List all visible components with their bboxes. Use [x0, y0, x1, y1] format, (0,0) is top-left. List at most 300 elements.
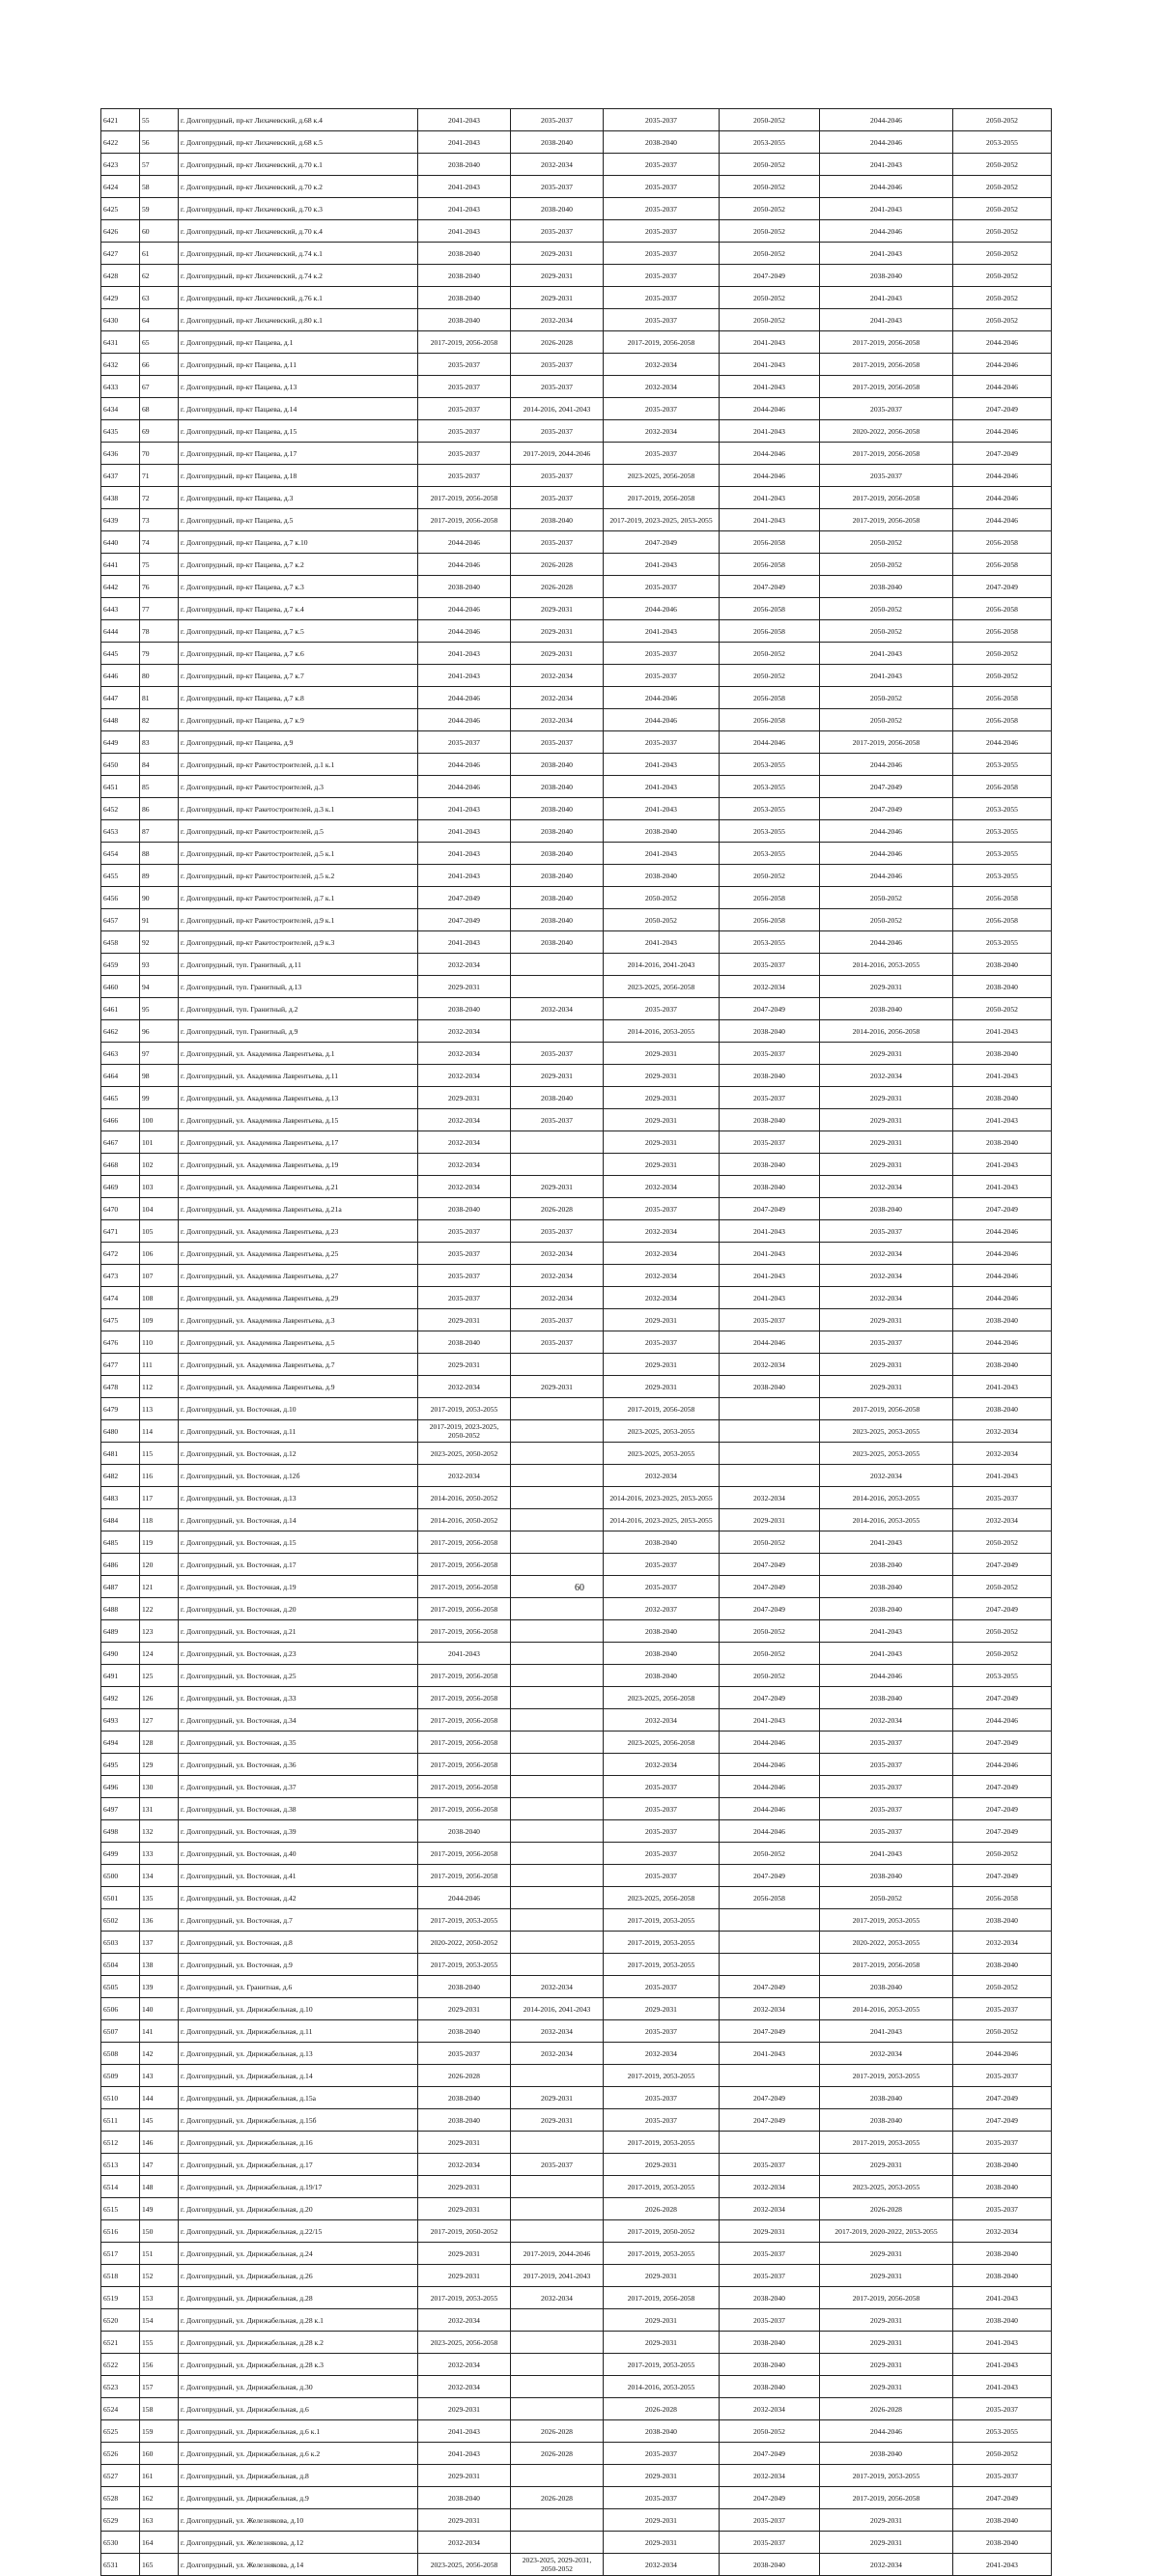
table-row: [101, 2020, 1052, 2043]
cell-period-2: [511, 1887, 604, 1909]
cell-period-1: 2041-2043: [418, 176, 511, 198]
cell-period-5: 2017-2019, 2053-2055: [820, 2065, 953, 2087]
cell-address: г. Долгопрудный, ул. Дирижабельная, д.8: [179, 2465, 418, 2487]
cell-address: г. Долгопрудный, пр-кт Пацаева, д.5: [179, 509, 418, 531]
table-row: [101, 1554, 1052, 1576]
cell-period-3: 2038-2040: [604, 865, 720, 887]
cell-period-3: 2035-2037: [604, 643, 720, 665]
table-row: [101, 1754, 1052, 1776]
cell-period-5: 2041-2043: [820, 1643, 953, 1665]
cell-period-2: [511, 1820, 604, 1843]
table-row: [101, 1865, 1052, 1887]
table-row: [101, 465, 1052, 487]
cell-period-2: 2038-2040: [511, 887, 604, 909]
cell-period-5: 2032-2034: [820, 1176, 953, 1198]
cell-period-6: 2038-2040: [953, 2532, 1052, 2554]
cell-period-6: 2047-2049: [953, 1865, 1052, 1887]
table-row: [101, 2132, 1052, 2154]
cell-address: г. Долгопрудный, пр-кт Ракетостроителей, д.3 к.1: [179, 798, 418, 820]
table-row: [101, 1331, 1052, 1354]
table-row: [101, 509, 1052, 531]
cell-row-number: 6429: [101, 287, 140, 309]
cell-address: г. Долгопрудный, пр-кт Лихачевский, д.70 к.2: [179, 176, 418, 198]
cell-period-4: 2038-2040: [720, 1065, 820, 1087]
cell-row-number: 6516: [101, 2220, 140, 2243]
cell-item-number: 131: [140, 1798, 179, 1820]
cell-address: г. Долгопрудный, пр-кт Лихачевский, д.70 к.3: [179, 198, 418, 220]
table-row: [101, 1443, 1052, 1465]
cell-period-6: 2047-2049: [953, 2487, 1052, 2509]
cell-address: г. Долгопрудный, ул. Железнякова, д.14: [179, 2554, 418, 2576]
cell-period-3: 2035-2037: [604, 2487, 720, 2509]
cell-period-6: 2041-2043: [953, 1065, 1052, 1087]
cell-period-2: 2035-2037: [511, 531, 604, 554]
cell-row-number: 6444: [101, 620, 140, 643]
cell-row-number: 6487: [101, 1576, 140, 1598]
cell-address: г. Долгопрудный, ул. Восточная, д.15: [179, 1531, 418, 1554]
cell-address: г. Долгопрудный, пр-кт Лихачевский, д.70 к.4: [179, 220, 418, 243]
cell-period-5: 2035-2037: [820, 1331, 953, 1354]
table-row: [101, 1465, 1052, 1487]
cell-item-number: 72: [140, 487, 179, 509]
cell-period-4: 2050-2052: [720, 109, 820, 131]
cell-row-number: 6471: [101, 1220, 140, 1243]
cell-period-4: 2044-2046: [720, 1331, 820, 1354]
cell-address: г. Долгопрудный, пр-кт Лихачевский, д.80 к.1: [179, 309, 418, 331]
cell-period-3: 2035-2037: [604, 398, 720, 420]
cell-row-number: 6481: [101, 1443, 140, 1465]
cell-period-6: 2044-2046: [953, 331, 1052, 354]
table-row: [101, 1820, 1052, 1843]
cell-period-4: 2044-2046: [720, 1754, 820, 1776]
cell-period-1: 2038-2040: [418, 576, 511, 598]
cell-row-number: 6469: [101, 1176, 140, 1198]
cell-period-1: 2035-2037: [418, 731, 511, 754]
cell-period-2: 2035-2037: [511, 2154, 604, 2176]
cell-row-number: 6473: [101, 1265, 140, 1287]
cell-period-3: 2029-2031: [604, 1998, 720, 2020]
cell-row-number: 6497: [101, 1798, 140, 1820]
cell-item-number: 67: [140, 376, 179, 398]
cell-period-5: 2029-2031: [820, 1109, 953, 1131]
cell-period-5: 2029-2031: [820, 1043, 953, 1065]
cell-period-5: 2017-2019, 2053-2055: [820, 2465, 953, 2487]
cell-period-3: 2032-2034: [604, 1709, 720, 1732]
cell-period-5: 2026-2028: [820, 2198, 953, 2220]
cell-address: г. Долгопрудный, ул. Академика Лаврентьева, д.25: [179, 1243, 418, 1265]
cell-row-number: 6451: [101, 776, 140, 798]
table-row: [101, 2443, 1052, 2465]
cell-period-4: 2032-2034: [720, 2198, 820, 2220]
cell-address: г. Долгопрудный, ул. Академика Лаврентьева, д.21а: [179, 1198, 418, 1220]
cell-period-6: 2044-2046: [953, 354, 1052, 376]
cell-address: г. Долгопрудный, ул. Восточная, д.14: [179, 1509, 418, 1531]
cell-period-5: 2044-2046: [820, 220, 953, 243]
cell-row-number: 6456: [101, 887, 140, 909]
cell-address: г. Долгопрудный, ул. Академика Лаврентьева, д.13: [179, 1087, 418, 1109]
cell-period-3: 2023-2025, 2056-2058: [604, 976, 720, 998]
cell-period-1: 2038-2040: [418, 2487, 511, 2509]
cell-period-5: 2032-2034: [820, 1287, 953, 1309]
cell-period-3: 2032-2034: [604, 1265, 720, 1287]
cell-period-6: 2053-2055: [953, 798, 1052, 820]
cell-row-number: 6424: [101, 176, 140, 198]
cell-period-5: 2029-2031: [820, 1131, 953, 1154]
cell-period-6: 2056-2058: [953, 887, 1052, 909]
cell-period-1: 2017-2019, 2056-2058: [418, 1598, 511, 1620]
cell-period-4: 2032-2034: [720, 976, 820, 998]
table-row: [101, 1420, 1052, 1443]
cell-item-number: 92: [140, 931, 179, 954]
cell-period-5: 2032-2034: [820, 1243, 953, 1265]
cell-item-number: 71: [140, 465, 179, 487]
cell-address: г. Долгопрудный, ул. Восточная, д.35: [179, 1732, 418, 1754]
cell-period-1: 2032-2034: [418, 954, 511, 976]
table-row: [101, 776, 1052, 798]
cell-address: г. Долгопрудный, пр-кт Ракетостроителей, д.9 к.1: [179, 909, 418, 931]
cell-period-3: 2017-2019, 2053-2055: [604, 1909, 720, 1932]
cell-period-3: 2029-2031: [604, 1109, 720, 1131]
cell-row-number: 6443: [101, 598, 140, 620]
cell-item-number: 79: [140, 643, 179, 665]
cell-period-6: 2050-2052: [953, 176, 1052, 198]
cell-period-1: 2032-2034: [418, 2354, 511, 2376]
cell-item-number: 58: [140, 176, 179, 198]
cell-period-3: 2032-2034: [604, 1754, 720, 1776]
cell-item-number: 160: [140, 2443, 179, 2465]
cell-address: г. Долгопрудный, ул. Дирижабельная, д.28 к.2: [179, 2332, 418, 2354]
cell-period-5: 2038-2040: [820, 1598, 953, 1620]
cell-period-6: 2044-2046: [953, 465, 1052, 487]
table-row: [101, 2176, 1052, 2198]
cell-period-6: 2038-2040: [953, 1954, 1052, 1976]
cell-period-2: 2026-2028: [511, 2420, 604, 2443]
cell-period-1: 2044-2046: [418, 776, 511, 798]
cell-period-5: 2023-2025, 2053-2055: [820, 1420, 953, 1443]
cell-period-5: 2044-2046: [820, 1665, 953, 1687]
cell-period-6: 2038-2040: [953, 1087, 1052, 1109]
cell-period-6: 2056-2058: [953, 531, 1052, 554]
cell-row-number: 6505: [101, 1976, 140, 1998]
cell-period-3: 2029-2031: [604, 2309, 720, 2332]
cell-period-4: 2047-2049: [720, 1198, 820, 1220]
cell-address: г. Долгопрудный, ул. Академика Лаврентьева, д.23: [179, 1220, 418, 1243]
cell-address: г. Долгопрудный, ул. Академика Лаврентьева, д.9: [179, 1376, 418, 1398]
cell-period-5: 2029-2031: [820, 2354, 953, 2376]
cell-period-5: 2029-2031: [820, 1087, 953, 1109]
cell-period-5: 2038-2040: [820, 265, 953, 287]
cell-row-number: 6506: [101, 1998, 140, 2020]
cell-row-number: 6485: [101, 1531, 140, 1554]
cell-item-number: 98: [140, 1065, 179, 1087]
table-row: [101, 1220, 1052, 1243]
cell-period-6: 2038-2040: [953, 2265, 1052, 2287]
cell-period-5: 2044-2046: [820, 109, 953, 131]
table-row: [101, 354, 1052, 376]
cell-period-1: 2017-2019, 2053-2055: [418, 1398, 511, 1420]
table-row: [101, 2109, 1052, 2132]
cell-item-number: 104: [140, 1198, 179, 1220]
cell-period-6: 2032-2034: [953, 1932, 1052, 1954]
cell-item-number: 73: [140, 509, 179, 531]
table-row: [101, 1776, 1052, 1798]
cell-period-2: [511, 1776, 604, 1798]
cell-period-2: [511, 2376, 604, 2398]
cell-row-number: 6489: [101, 1620, 140, 1643]
cell-period-1: 2044-2046: [418, 709, 511, 731]
cell-address: г. Долгопрудный, ул. Дирижабельная, д.17: [179, 2154, 418, 2176]
cell-row-number: 6478: [101, 1376, 140, 1398]
cell-period-5: 2014-2016, 2053-2055: [820, 1998, 953, 2020]
cell-period-6: 2038-2040: [953, 1309, 1052, 1331]
table-row: [101, 1087, 1052, 1109]
cell-period-6: 2056-2058: [953, 1887, 1052, 1909]
cell-period-3: 2026-2028: [604, 2398, 720, 2420]
cell-period-2: 2026-2028: [511, 576, 604, 598]
cell-row-number: 6465: [101, 1087, 140, 1109]
cell-period-1: 2041-2043: [418, 1643, 511, 1665]
cell-address: г. Долгопрудный, ул. Восточная, д.23: [179, 1643, 418, 1665]
cell-period-4: 2035-2037: [720, 954, 820, 976]
cell-period-5: 2041-2043: [820, 243, 953, 265]
cell-period-1: 2017-2019, 2056-2058: [418, 509, 511, 531]
cell-address: г. Долгопрудный, ул. Дирижабельная, д.6 к.2: [179, 2443, 418, 2465]
cell-item-number: 89: [140, 865, 179, 887]
cell-item-number: 126: [140, 1687, 179, 1709]
cell-period-1: 2038-2040: [418, 1331, 511, 1354]
cell-item-number: 113: [140, 1398, 179, 1420]
cell-period-1: 2029-2031: [418, 2265, 511, 2287]
cell-period-2: 2035-2037: [511, 176, 604, 198]
cell-period-4: 2056-2058: [720, 887, 820, 909]
cell-address: г. Долгопрудный, ул. Восточная, д.8: [179, 1932, 418, 1954]
cell-period-3: 2029-2031: [604, 2154, 720, 2176]
cell-period-6: 2044-2046: [953, 1220, 1052, 1243]
cell-period-4: [720, 1465, 820, 1487]
cell-item-number: 77: [140, 598, 179, 620]
cell-period-6: 2050-2052: [953, 1531, 1052, 1554]
cell-item-number: 83: [140, 731, 179, 754]
cell-row-number: 6517: [101, 2243, 140, 2265]
cell-period-6: 2041-2043: [953, 2287, 1052, 2309]
cell-item-number: 96: [140, 1020, 179, 1043]
cell-row-number: 6423: [101, 154, 140, 176]
table-row: [101, 2243, 1052, 2265]
cell-period-2: 2014-2016, 2041-2043: [511, 398, 604, 420]
table-row: [101, 1309, 1052, 1331]
cell-period-2: [511, 1687, 604, 1709]
cell-row-number: 6468: [101, 1154, 140, 1176]
cell-period-5: 2050-2052: [820, 1887, 953, 1909]
cell-period-1: 2041-2043: [418, 665, 511, 687]
cell-address: г. Долгопрудный, ул. Академика Лаврентьева, д.27: [179, 1265, 418, 1287]
cell-period-6: 2038-2040: [953, 1909, 1052, 1932]
cell-period-5: 2041-2043: [820, 309, 953, 331]
cell-period-3: 2035-2037: [604, 1198, 720, 1220]
cell-period-3: 2035-2037: [604, 2087, 720, 2109]
cell-period-6: 2032-2034: [953, 1443, 1052, 1465]
table-row: [101, 820, 1052, 843]
cell-item-number: 145: [140, 2109, 179, 2132]
cell-row-number: 6494: [101, 1732, 140, 1754]
cell-row-number: 6445: [101, 643, 140, 665]
table-row: [101, 2154, 1052, 2176]
cell-period-2: [511, 976, 604, 998]
cell-item-number: 141: [140, 2020, 179, 2043]
cell-period-3: 2035-2037: [604, 1554, 720, 1576]
cell-period-6: 2050-2052: [953, 1643, 1052, 1665]
cell-period-6: 2038-2040: [953, 1398, 1052, 1420]
cell-period-1: 2017-2019, 2056-2058: [418, 331, 511, 354]
cell-period-2: 2032-2034: [511, 1976, 604, 1998]
cell-item-number: 157: [140, 2376, 179, 2398]
cell-period-2: [511, 2509, 604, 2532]
table-row: [101, 154, 1052, 176]
cell-period-3: 2029-2031: [604, 2465, 720, 2487]
cell-item-number: 63: [140, 287, 179, 309]
cell-item-number: 138: [140, 1954, 179, 1976]
cell-period-2: [511, 1865, 604, 1887]
cell-item-number: 114: [140, 1420, 179, 1443]
cell-period-2: 2032-2034: [511, 1265, 604, 1287]
cell-period-2: 2038-2040: [511, 776, 604, 798]
cell-period-5: 2029-2031: [820, 2332, 953, 2354]
cell-address: г. Долгопрудный, туп. Гранитный, д.2: [179, 998, 418, 1020]
cell-period-2: 2017-2019, 2041-2043: [511, 2265, 604, 2287]
cell-address: г. Долгопрудный, ул. Восточная, д.12: [179, 1443, 418, 1465]
cell-item-number: 64: [140, 309, 179, 331]
cell-period-6: 2038-2040: [953, 2243, 1052, 2265]
cell-period-4: 2038-2040: [720, 2554, 820, 2576]
cell-period-4: 2056-2058: [720, 620, 820, 643]
cell-address: г. Долгопрудный, ул. Дирижабельная, д.9: [179, 2487, 418, 2509]
cell-period-2: [511, 1420, 604, 1443]
cell-period-1: 2035-2037: [418, 376, 511, 398]
cell-item-number: 116: [140, 1465, 179, 1487]
cell-period-4: 2038-2040: [720, 1154, 820, 1176]
cell-period-5: 2047-2049: [820, 798, 953, 820]
cell-period-4: [720, 1443, 820, 1465]
cell-period-4: 2050-2052: [720, 220, 820, 243]
cell-period-6: 2056-2058: [953, 909, 1052, 931]
cell-period-6: 2047-2049: [953, 2087, 1052, 2109]
cell-period-4: 2041-2043: [720, 1265, 820, 1287]
table-row: [101, 1265, 1052, 1287]
cell-period-5: 2041-2043: [820, 154, 953, 176]
cell-period-5: 2044-2046: [820, 820, 953, 843]
cell-period-6: 2050-2052: [953, 154, 1052, 176]
cell-period-3: 2035-2037: [604, 2020, 720, 2043]
cell-period-6: 2035-2037: [953, 2198, 1052, 2220]
cell-period-6: 2053-2055: [953, 820, 1052, 843]
cell-period-4: 2038-2040: [720, 2287, 820, 2309]
cell-period-3: 2032-2034: [604, 1287, 720, 1309]
cell-period-3: 2041-2043: [604, 776, 720, 798]
cell-row-number: 6452: [101, 798, 140, 820]
cell-period-5: 2014-2016, 2053-2055: [820, 1487, 953, 1509]
cell-period-1: 2041-2043: [418, 843, 511, 865]
cell-period-3: 2035-2037: [604, 443, 720, 465]
cell-period-3: 2017-2019, 2053-2055: [604, 2243, 720, 2265]
cell-period-3: 2035-2037: [604, 220, 720, 243]
cell-period-2: [511, 1531, 604, 1554]
cell-period-2: [511, 1909, 604, 1932]
cell-row-number: 6442: [101, 576, 140, 598]
cell-period-4: 2047-2049: [720, 1598, 820, 1620]
cell-period-1: 2017-2019, 2056-2058: [418, 1576, 511, 1598]
table-row: [101, 754, 1052, 776]
cell-period-5: 2038-2040: [820, 1554, 953, 1576]
cell-address: г. Долгопрудный, пр-кт Лихачевский, д.68 к.4: [179, 109, 418, 131]
table-row: [101, 576, 1052, 598]
cell-address: г. Долгопрудный, ул. Восточная, д.9: [179, 1954, 418, 1976]
cell-row-number: 6501: [101, 1887, 140, 1909]
cell-row-number: 6508: [101, 2043, 140, 2065]
cell-row-number: 6491: [101, 1665, 140, 1687]
cell-period-3: 2017-2019, 2056-2058: [604, 1398, 720, 1420]
cell-period-6: 2050-2052: [953, 287, 1052, 309]
cell-item-number: 108: [140, 1287, 179, 1309]
cell-period-6: 2041-2043: [953, 1376, 1052, 1398]
table-row: [101, 1732, 1052, 1754]
cell-address: г. Долгопрудный, пр-кт Пацаева, д.7 к.7: [179, 665, 418, 687]
cell-row-number: 6437: [101, 465, 140, 487]
table-row: [101, 2554, 1052, 2576]
cell-address: г. Долгопрудный, ул. Дирижабельная, д.24: [179, 2243, 418, 2265]
cell-address: г. Долгопрудный, ул. Железнякова, д.10: [179, 2509, 418, 2532]
cell-period-1: 2023-2025, 2050-2052: [418, 1443, 511, 1465]
cell-period-5: 2035-2037: [820, 1220, 953, 1243]
table-row: [101, 2487, 1052, 2509]
cell-period-2: 2032-2034: [511, 687, 604, 709]
cell-item-number: 99: [140, 1087, 179, 1109]
cell-period-6: 2047-2049: [953, 1687, 1052, 1709]
cell-address: г. Долгопрудный, ул. Академика Лаврентьева, д.19: [179, 1154, 418, 1176]
cell-period-6: 2053-2055: [953, 131, 1052, 154]
cell-period-6: 2050-2052: [953, 643, 1052, 665]
cell-period-4: 2038-2040: [720, 2332, 820, 2354]
cell-period-3: 2044-2046: [604, 598, 720, 620]
cell-period-2: 2038-2040: [511, 909, 604, 931]
cell-period-3: 2017-2019, 2056-2058: [604, 2287, 720, 2309]
cell-period-2: [511, 954, 604, 976]
table-row: [101, 2398, 1052, 2420]
cell-period-4: 2050-2052: [720, 1643, 820, 1665]
cell-period-4: 2056-2058: [720, 909, 820, 931]
cell-period-6: 2041-2043: [953, 2332, 1052, 2354]
cell-period-5: 2044-2046: [820, 843, 953, 865]
cell-period-3: 2041-2043: [604, 798, 720, 820]
cell-period-2: [511, 2532, 604, 2554]
cell-item-number: 111: [140, 1354, 179, 1376]
cell-period-1: 2038-2040: [418, 998, 511, 1020]
cell-address: г. Долгопрудный, ул. Академика Лаврентьева, д.29: [179, 1287, 418, 1309]
cell-row-number: 6476: [101, 1331, 140, 1354]
cell-period-4: 2050-2052: [720, 1531, 820, 1554]
cell-period-2: [511, 2354, 604, 2376]
cell-row-number: 6511: [101, 2109, 140, 2132]
cell-period-1: 2029-2031: [418, 1998, 511, 2020]
cell-period-3: 2029-2031: [604, 1043, 720, 1065]
cell-period-2: 2038-2040: [511, 131, 604, 154]
cell-period-4: 2038-2040: [720, 1376, 820, 1398]
cell-period-5: 2041-2043: [820, 287, 953, 309]
cell-period-4: 2047-2049: [720, 1687, 820, 1709]
cell-period-4: 2035-2037: [720, 1309, 820, 1331]
cell-address: г. Долгопрудный, пр-кт Пацаева, д.1: [179, 331, 418, 354]
table-row: [101, 731, 1052, 754]
cell-row-number: 6514: [101, 2176, 140, 2198]
